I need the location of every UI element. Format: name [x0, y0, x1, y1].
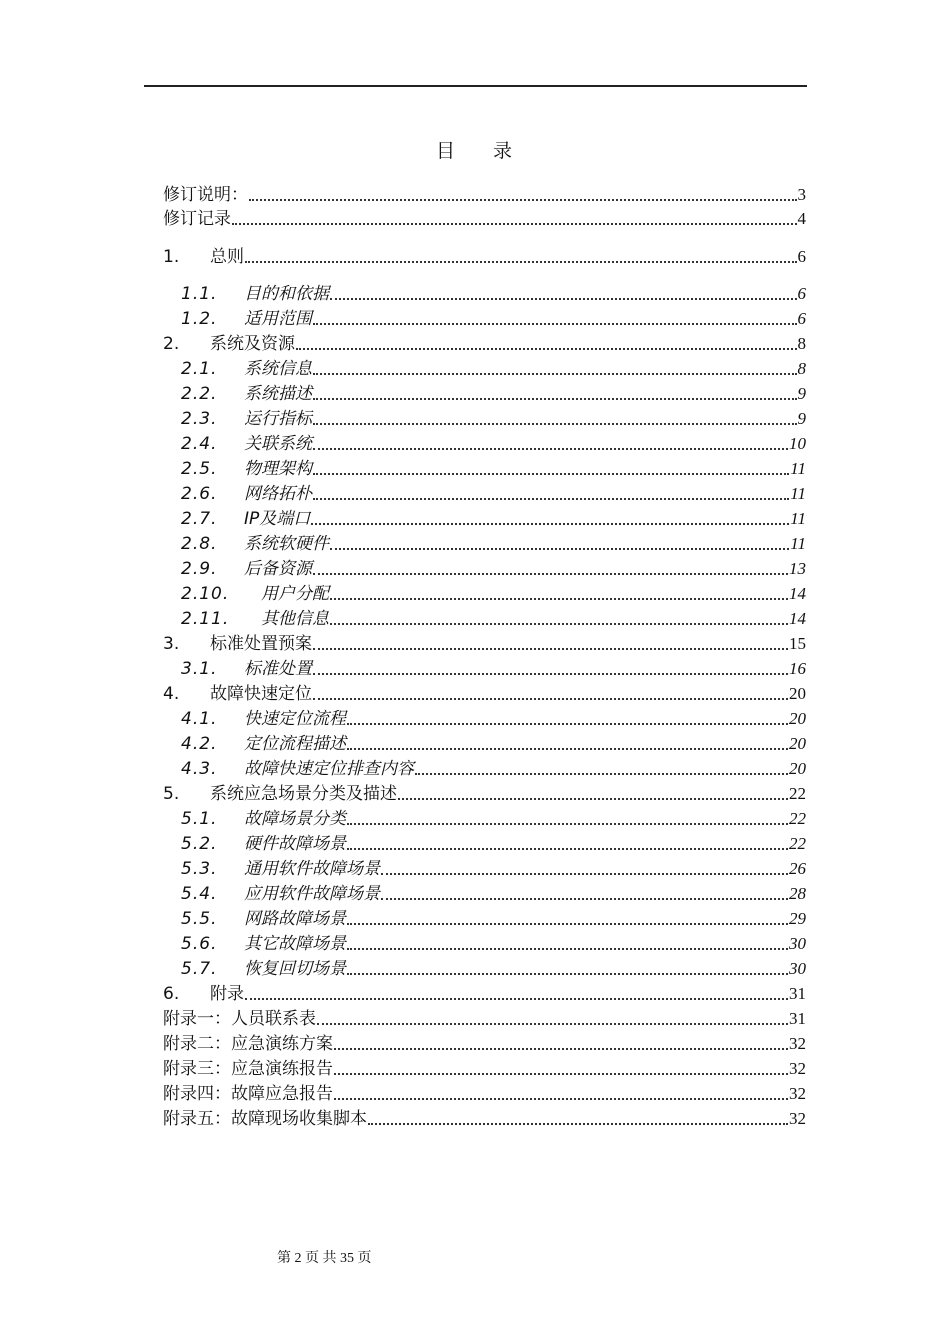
toc-dot-leader: [232, 223, 797, 225]
toc-entry-page: 11: [790, 484, 806, 503]
toc-entry[interactable]: [181, 505, 806, 529]
toc-entry-page: 31: [789, 984, 806, 1003]
toc-entry-number: 2.9.: [181, 559, 218, 579]
toc-entry-page: 30: [789, 959, 806, 978]
toc-entry-number: 1.: [163, 247, 180, 267]
toc-entry-title: 物理架构: [244, 459, 312, 479]
toc-entry-title: 适用范围: [244, 309, 312, 329]
toc-entry-page: 32: [789, 1059, 806, 1078]
toc-entry-title: 修订说明：: [163, 185, 248, 205]
toc-entry-title: 附录三：应急演练报告: [163, 1059, 333, 1079]
toc-dot-leader: [313, 673, 788, 675]
toc-entry-title: 故障快速定位排查内容: [244, 759, 414, 779]
toc-entry[interactable]: [181, 455, 806, 479]
toc-entry-title: 网路故障场景: [244, 909, 346, 929]
toc-entry-title: 标准处置预案: [210, 634, 312, 654]
toc-entry-page: 15: [789, 634, 806, 653]
toc-dot-leader: [317, 1023, 788, 1025]
toc-entry-title: 系统及资源: [210, 334, 295, 354]
page-footer: 第 2 页 共 35 页: [277, 1251, 372, 1266]
toc-entry[interactable]: [181, 580, 806, 604]
toc-entry[interactable]: [181, 380, 806, 404]
toc-dot-leader: [330, 598, 788, 600]
toc-dot-leader: [313, 573, 788, 575]
toc-dot-leader: [347, 923, 788, 925]
toc-entry-page: 13: [789, 559, 806, 578]
toc-entry-number: 2.7.: [181, 509, 218, 529]
toc-entry-title: 附录五：故障现场收集脚本: [163, 1109, 367, 1129]
toc-entry-page: 11: [790, 459, 806, 478]
toc-entry-title: 快速定位流程: [244, 709, 346, 729]
toc-entry-page: 20: [789, 684, 806, 703]
toc-entry-title: 故障场景分类: [244, 809, 346, 829]
toc-dot-leader: [245, 261, 797, 263]
toc-entry-title: 定位流程描述: [244, 734, 346, 754]
toc-entry-title: 附录二：应急演练方案: [163, 1034, 333, 1054]
toc-entry-page: 30: [789, 934, 806, 953]
toc-entry-number: 5.7.: [181, 959, 218, 979]
toc-entry-page: 32: [789, 1109, 806, 1128]
toc-dot-leader: [313, 448, 788, 450]
toc-dot-leader: [347, 748, 788, 750]
toc-entry-page: 14: [789, 609, 806, 628]
toc-entry-number: 4.1.: [181, 709, 218, 729]
toc-entry-number: 2.8.: [181, 534, 218, 554]
toc-entry[interactable]: [163, 1005, 806, 1029]
toc-entry-page: 22: [789, 784, 806, 803]
toc-entry-page: 10: [789, 434, 806, 453]
toc-dot-leader: [330, 623, 788, 625]
toc-entry[interactable]: [181, 280, 806, 304]
toc-entry-title: 通用软件故障场景: [244, 859, 380, 879]
toc-dot-leader: [245, 998, 788, 1000]
toc-entry[interactable]: [181, 555, 806, 579]
toc-entry-page: 31: [789, 1009, 806, 1028]
toc-entry-title: 系统软硬件: [244, 534, 329, 554]
toc-entry[interactable]: [163, 980, 806, 1004]
toc-entry[interactable]: [181, 880, 806, 904]
toc-dot-leader: [334, 1048, 788, 1050]
toc-dot-leader: [313, 423, 797, 425]
toc-entry-page: 20: [789, 734, 806, 753]
toc-dot-leader: [347, 823, 788, 825]
toc-entry-page: 9: [797, 384, 806, 403]
toc-entry[interactable]: [163, 330, 806, 354]
toc-entry-number: 2.10.: [181, 584, 230, 604]
toc-dot-leader: [311, 523, 789, 525]
toc-entry[interactable]: [181, 855, 806, 879]
toc-entry-page: 11: [790, 509, 806, 528]
toc-entry[interactable]: [163, 181, 806, 205]
toc-entry[interactable]: [163, 205, 806, 229]
toc-dot-leader: [330, 298, 797, 300]
toc-entry[interactable]: [181, 305, 806, 329]
toc-entry[interactable]: [163, 680, 806, 704]
toc-entry-page: 14: [789, 584, 806, 603]
toc-dot-leader: [296, 348, 797, 350]
toc-entry-number: 5.6.: [181, 934, 218, 954]
toc-entry-page: 20: [789, 709, 806, 728]
toc-entry-page: 29: [789, 909, 806, 928]
toc-dot-leader: [415, 773, 788, 775]
toc-entry[interactable]: [181, 905, 806, 929]
toc-entry-title: 应用软件故障场景: [244, 884, 380, 904]
toc-entry-number: 2.6.: [181, 484, 218, 504]
toc-entry-number: 6.: [163, 984, 180, 1004]
toc-dot-leader: [313, 473, 789, 475]
toc-entry-title: 故障快速定位: [210, 684, 312, 704]
toc-dot-leader: [368, 1123, 788, 1125]
toc-entry-title: 恢复回切场景: [244, 959, 346, 979]
toc-entry-number: 5.2.: [181, 834, 218, 854]
toc-entry-number: 1.1.: [181, 284, 218, 304]
toc-dot-leader: [313, 398, 797, 400]
toc-entry[interactable]: [181, 830, 806, 854]
toc-entry[interactable]: [163, 1055, 806, 1079]
toc-entry-page: 8: [797, 334, 806, 353]
toc-entry-number: 1.2.: [181, 309, 218, 329]
toc-entry-page: 26: [789, 859, 806, 878]
toc-dot-leader: [313, 323, 797, 325]
toc-dot-leader: [398, 798, 788, 800]
toc-entry[interactable]: [163, 243, 806, 267]
toc-entry-title: 目的和依据: [244, 284, 329, 304]
toc-entry-number: 4.2.: [181, 734, 218, 754]
toc-entry-page: 22: [789, 834, 806, 853]
toc-dot-leader: [313, 498, 789, 500]
toc-entry[interactable]: [181, 755, 806, 779]
toc-entry-page: 32: [789, 1084, 806, 1103]
toc-entry-title: 运行指标: [244, 409, 312, 429]
toc-entry-page: 6: [797, 247, 806, 266]
toc-entry-page: 3: [797, 185, 806, 204]
toc-entry-page: 8: [797, 359, 806, 378]
toc-heading-char-1: 目: [435, 140, 457, 162]
toc-entry-number: 5.5.: [181, 909, 218, 929]
toc-entry-title: 其他信息: [261, 609, 329, 629]
header-rule: [144, 85, 807, 87]
toc-entry-page: 4: [797, 209, 806, 228]
toc-entry-title: 用户分配: [261, 584, 329, 604]
toc-dot-leader: [334, 1073, 788, 1075]
toc-entry-page: 20: [789, 759, 806, 778]
toc-entry[interactable]: [181, 930, 806, 954]
toc-entry[interactable]: [181, 355, 806, 379]
toc-dot-leader: [313, 648, 788, 650]
toc-entry-title: 标准处置: [244, 659, 312, 679]
toc-entry-page: 9: [797, 409, 806, 428]
toc-entry-page: 6: [797, 309, 806, 328]
toc-dot-leader: [347, 848, 788, 850]
toc-entry-number: 5.: [163, 784, 180, 804]
toc-entry-page: 22: [789, 809, 806, 828]
toc-entry-number: 5.4.: [181, 884, 218, 904]
toc-entry-page: 28: [789, 884, 806, 903]
toc-entry[interactable]: [181, 955, 806, 979]
toc-dot-leader: [347, 973, 788, 975]
toc-entry-number: 5.3.: [181, 859, 218, 879]
toc-entry-number: 2.4.: [181, 434, 218, 454]
toc-entry[interactable]: [163, 1105, 806, 1129]
toc-entry[interactable]: [163, 1030, 806, 1054]
toc-entry-number: 4.3.: [181, 759, 218, 779]
toc-heading-char-2: 录: [493, 140, 515, 162]
toc-entry-number: 2.3.: [181, 409, 218, 429]
toc-entry[interactable]: [181, 730, 806, 754]
toc-entry[interactable]: [163, 780, 806, 804]
toc-entry[interactable]: [181, 430, 806, 454]
toc-entry[interactable]: [181, 405, 806, 429]
toc-dot-leader: [313, 373, 797, 375]
toc-entry-number: 2.2.: [181, 384, 218, 404]
toc-entry-title: IP及端口: [244, 509, 311, 529]
toc-entry-title: 其它故障场景: [244, 934, 346, 954]
toc-dot-leader: [347, 723, 788, 725]
toc-entry-number: 2.11.: [181, 609, 230, 629]
toc-entry-title: 附录一：人员联系表: [163, 1009, 316, 1029]
toc-dot-leader: [334, 1098, 788, 1100]
toc-entry[interactable]: [163, 630, 806, 654]
toc-entry-title: 硬件故障场景: [244, 834, 346, 854]
toc-entry-number: 4.: [163, 684, 180, 704]
toc-entry-number: 3.: [163, 634, 180, 654]
toc-entry-number: 2.: [163, 334, 180, 354]
toc-entry-number: 2.5.: [181, 459, 218, 479]
toc-entry-title: 总则: [210, 247, 244, 267]
toc-entry-number: 2.1.: [181, 359, 218, 379]
toc-entry-title: 系统描述: [244, 384, 312, 404]
toc-entry[interactable]: [163, 1080, 806, 1104]
toc-dot-leader: [381, 873, 788, 875]
toc-entry[interactable]: [181, 480, 806, 504]
toc-dot-leader: [347, 948, 788, 950]
toc-entry-page: 11: [790, 534, 806, 553]
toc-entry-title: 网络拓朴: [244, 484, 312, 504]
toc-entry-number: 3.1.: [181, 659, 218, 679]
toc-entry[interactable]: [181, 655, 806, 679]
toc-dot-leader: [249, 199, 797, 201]
toc-entry-page: 6: [797, 284, 806, 303]
toc-entry-title: 修订记录: [163, 209, 231, 229]
toc-entry-title: 附录四：故障应急报告: [163, 1084, 333, 1104]
toc-entry-title: 系统信息: [244, 359, 312, 379]
toc-entry[interactable]: [181, 530, 806, 554]
toc-entry-title: 后备资源: [244, 559, 312, 579]
toc-entry-number: 5.1.: [181, 809, 218, 829]
toc-entry-title: 系统应急场景分类及描述: [210, 784, 397, 804]
toc-entry[interactable]: [181, 605, 806, 629]
toc-entry-page: 32: [789, 1034, 806, 1053]
toc-entry-title: 关联系统: [244, 434, 312, 454]
toc-entry[interactable]: [181, 805, 806, 829]
toc-dot-leader: [381, 898, 788, 900]
toc-dot-leader: [313, 698, 788, 700]
toc-heading: [0, 136, 950, 163]
toc-entry-page: 16: [789, 659, 806, 678]
toc-dot-leader: [330, 548, 789, 550]
toc-entry-title: 附录: [210, 984, 244, 1004]
toc-entry[interactable]: [181, 705, 806, 729]
